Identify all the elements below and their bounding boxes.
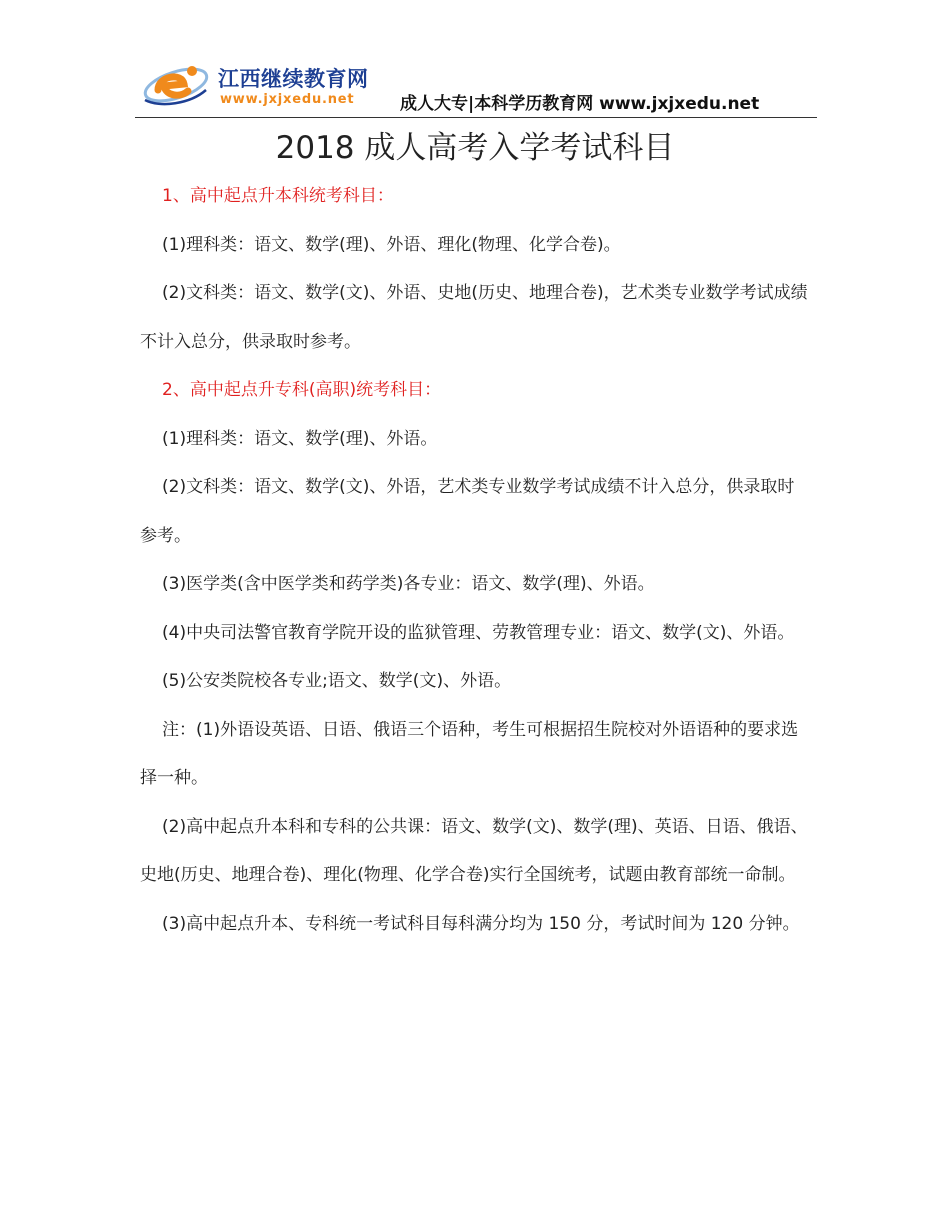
body-paragraph: (2)高中起点升本科和专科的公共课：语文、数学(文)、数学(理)、英语、日语、俄语、史地(历史、地理合卷)、理化(物理、化学合卷)实行全国统考，试题由教育部统一命制。 [140, 816, 808, 885]
body-paragraph: (2)文科类：语文、数学(文)、外语、史地(历史、地理合卷)，艺术类专业数学考试成绩不计入总分，供录取时参考。 [140, 283, 808, 352]
body-paragraph: (4)中央司法警官教育学院开设的监狱管理、劳教管理专业：语文、数学(文)、外语。 [162, 622, 795, 643]
e-letter-logo-icon [140, 60, 210, 110]
page-header [138, 58, 818, 120]
site-logo-title: 江西继续教育网 [218, 67, 369, 91]
header-tagline: 成人大专|本科学历教育网 www.jxjxedu.net [400, 94, 760, 114]
body-paragraph: (1)理科类：语文、数学(理)、外语。 [162, 428, 438, 449]
document-title: 2018 成人高考入学考试科目 [275, 130, 675, 166]
body-paragraph: (2)文科类：语文、数学(文)、外语，艺术类专业数学考试成绩不计入总分，供录取时参考。 [140, 477, 795, 546]
header-divider [135, 117, 817, 118]
site-logo-url: www.jxjxedu.net [220, 92, 355, 107]
document-body [140, 172, 810, 948]
section-heading: 1、高中起点升本科统考科目： [162, 186, 394, 206]
body-paragraph: (1)理科类：语文、数学(理)、外语、理化(物理、化学合卷)。 [162, 234, 621, 255]
section-heading: 2、高中起点升专科(高职)统考科目： [162, 380, 442, 400]
body-paragraph: 注：(1)外语设英语、日语、俄语三个语种，考生可根据招生院校对外语语种的要求选择一种。 [140, 719, 799, 788]
body-paragraph: (3)医学类(含中医学类和药学类)各专业：语文、数学(理)、外语。 [162, 574, 655, 594]
body-paragraph: (3)高中起点升本、专科统一考试科目每科满分均为 150 分，考试时间为 120 分钟。 [162, 913, 800, 934]
body-paragraph: (5)公安类院校各专业;语文、数学(文)、外语。 [162, 671, 512, 691]
